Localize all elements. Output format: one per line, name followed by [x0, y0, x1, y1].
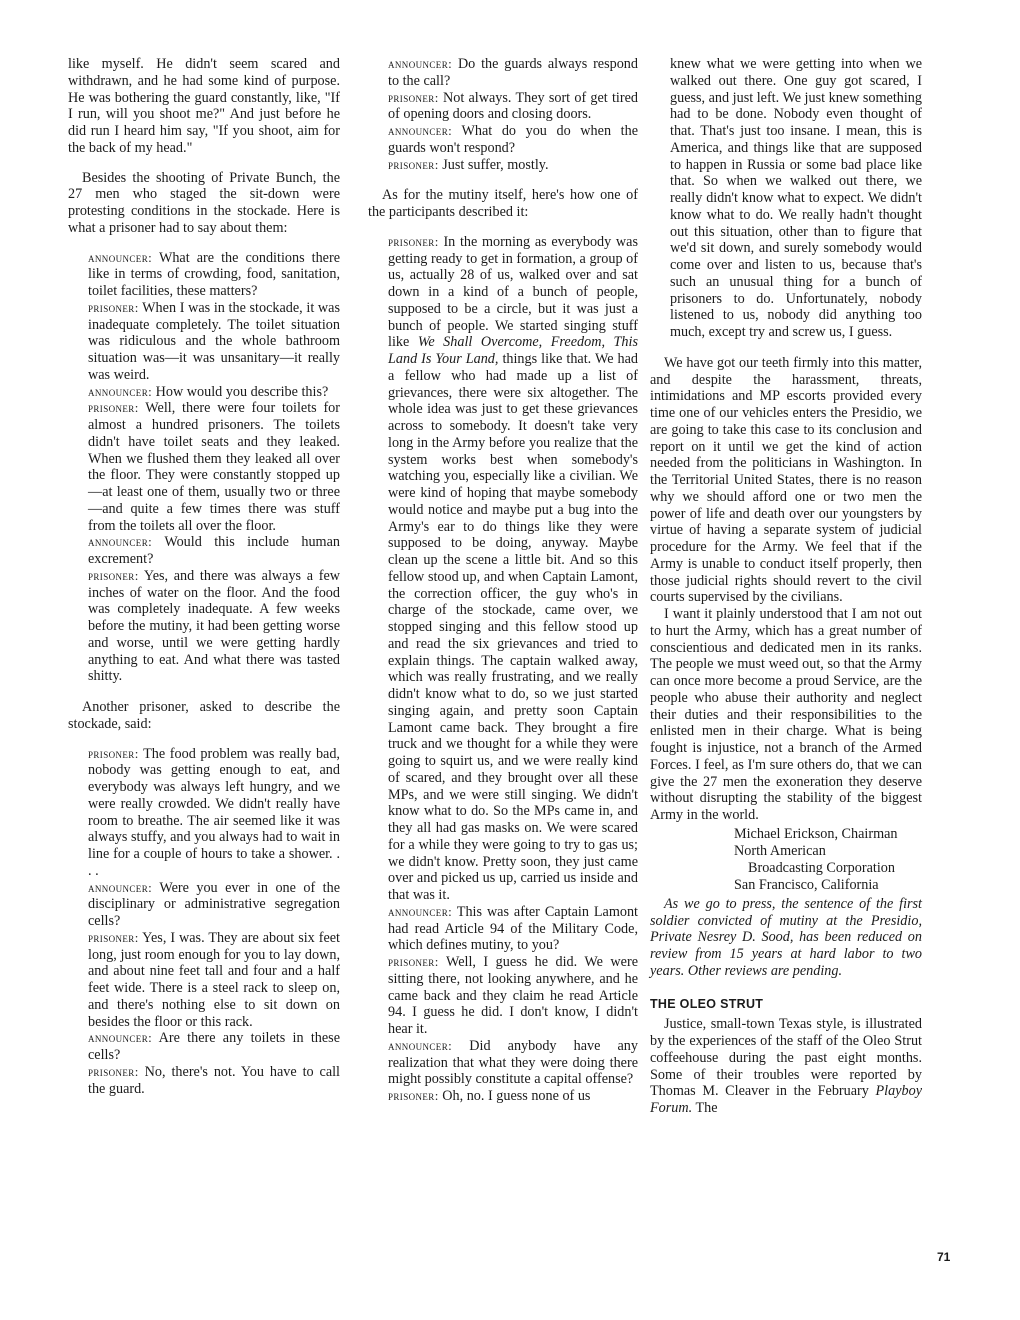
dialogue-text: This was after Captain Lamont had read Article 94 of the Military Code, which defines mutiny, to you? [388, 903, 639, 954]
dialogue-line [388, 1088, 638, 1105]
signature-org: North American [734, 842, 826, 859]
speaker-label: prisoner: [388, 156, 439, 172]
song-titles: We Shall Overcome, Freedom, This Land Is Your Land, [388, 334, 638, 367]
editor-note: As we go to press, the sentence of the first soldier convicted of mutiny at the Presidio, Private Nesrey D. Sood, has been reduced on review from 15 years at hard labor to two years. Other reviews are pending. [650, 895, 922, 979]
paragraph: Besides the shooting of Private Bunch, the 27 men who staged the sit-down were protesting conditions in the stockade. Here is what a prisoner had to say about them: [68, 169, 340, 236]
speaker-label: announcer: [388, 123, 453, 138]
dialogue-text: Oh, no. I guess none of us [442, 1088, 591, 1104]
dialogue-text: Would this include human excrement? [88, 534, 340, 567]
speaker-label: prisoner: [88, 1063, 139, 1079]
publication-title: Playboy Forum. [650, 1083, 922, 1116]
dialogue-line [88, 250, 340, 300]
dialogue-text: Well, there were four toilets for almost a hundred prisoners. The toilets didn't have toilet seats and they leaked. When we flushed them they leaked all over the floor. They were constantly stopped up—at least one of them, usually two or three—and quite a few times there was stuff from the toilets all over the floor. [88, 400, 340, 534]
speaker-label: announcer: [388, 903, 453, 919]
dialogue-text: Not always. They sort of get tired of opening doors and closing doors. [388, 89, 638, 123]
paragraph: As for the mutiny itself, here's how one of the participants described it: [368, 187, 638, 220]
speaker-label: announcer: [388, 56, 453, 71]
dialogue-line [88, 400, 340, 534]
speaker-label: announcer: [88, 1030, 153, 1046]
paragraph: like myself. He didn't seem scared and withdrawn, and he had some kind of purpose. He was bothering the guard constantly, like, "If I run, will you shoot me?" And just before he did run I heard him say, "If you shoot, aim for the back of my head." [68, 56, 340, 156]
interview-excerpt [670, 56, 922, 341]
dialogue-text: What are the conditions there like in terms of crowding, food, sanitation, toilet facilities, these matters? [88, 249, 341, 299]
speaker-label: prisoner: [88, 745, 139, 761]
speaker-label: prisoner: [88, 299, 139, 315]
letter-signature [650, 826, 922, 894]
dialogue-text: In the morning as everybody was getting ready to get in formation, a group of us, actually 28 of us, walked over and sat down in a kind of a bunch of people, supposed to be a circle, but it was just a bunch of people. We started singing stuff like [388, 233, 638, 351]
paragraph: I want it plainly understood that I am not out to hurt the Army, which has a great number of conscientious and dedicated men in its ranks. The people we must weed out, so that the Army can once more become a proud Service, are the people who abuse their authority and neglect their duties and their responsibilities to the enlisted men in their charge. What is being fought is injustice, not a branch of the Armed Forces. I feel, as I'm sure others do, that we can give the 27 men the exoneration they deserve without disrupting the stability of the biggest Army in the world. [650, 606, 922, 823]
dialogue-line [88, 1064, 340, 1098]
dialogue-text: Just suffer, mostly. [442, 156, 549, 173]
dialogue-text: When I was in the stockade, it was inadequate completely. The toilet situation was ridiculous and the whole bathroom situation was—it was unsanitary—it really was weird. [88, 299, 340, 383]
dialogue-line [88, 1030, 340, 1064]
speaker-label: announcer: [388, 1037, 453, 1053]
dialogue-line [388, 234, 638, 904]
dialogue-line [388, 56, 638, 90]
interview-excerpt [388, 56, 638, 173]
dialogue-line [388, 954, 638, 1038]
section-heading: THE OLEO STRUT [650, 996, 764, 1011]
speaker-label: announcer: [88, 534, 153, 550]
dialogue-text: No, there's not. You have to call the guard. [88, 1063, 341, 1097]
dialogue-text: Do the guards always respond to the call? [388, 56, 638, 89]
interview-excerpt [388, 234, 638, 1105]
signature-name: Michael Erickson, Chairman [734, 825, 898, 842]
signature-location: San Francisco, California [734, 876, 879, 893]
signature-org: Broadcasting Corporation [748, 859, 895, 876]
dialogue-line [88, 534, 340, 568]
speaker-label: prisoner: [388, 233, 439, 249]
paragraph [650, 1016, 922, 1117]
dialogue-line [388, 157, 638, 174]
paragraph: We have got our teeth firmly into this matter, and despite the harassment, threats, intimidations and MP escorts provided every time one of our vehicles enters the Presidio, we are going to take this case to its conclusion and report on it until we get the kind of action needed from the politicians in Washington. In the Territorial United States, there is no reason why we should afford one or two men the power of life and death over our youngsters by virtue of having a separate system of judicial procedure for the Army. We feel that if the Army is unable to conduct itself properly, then those judicial rights should revert to the civil courts supervised by the civilians. [650, 354, 922, 606]
speaker-label: prisoner: [88, 400, 139, 416]
dialogue-text: Yes, I was. They are about six feet long, just room enough for you to lay down, and about nine feet tall and four and a half feet wide. There is a steel rack to sleep on, and there's nothing else to sit down on besides the floor or this rack. [88, 929, 340, 1030]
dialogue-text: How would you describe this? [155, 383, 329, 400]
speaker-label: prisoner: [388, 89, 439, 105]
column-3 [650, 56, 922, 1130]
dialogue-line [388, 904, 638, 954]
speaker-label: prisoner: [88, 567, 139, 583]
paragraph: Another prisoner, asked to describe the stockade, said: [68, 699, 340, 732]
column-1 [68, 56, 340, 1111]
dialogue-line: knew what we were getting into when we walked out there. One guy got scared, I guess, and just left. We just knew something had to be done. Nobody even thought of that. That's just too insane. I mean, this is America, and things like that are supposed to happen in Russia or some bad place like that. So when we walked out there, we really didn't know what to expect. We didn't know what to do. We really hadn't thought out this situation, other than to figure that we'd sit down, and surely somebody would come over and listen to us, because that's such an unusual thing for a bunch of prisoners to do. Unfortunately, nobody listened to us, nobody did anything too much, except try and screw us, I guess. [670, 56, 922, 340]
speaker-label: announcer: [88, 383, 153, 399]
speaker-label: prisoner: [388, 1088, 439, 1103]
dialogue-line [88, 384, 340, 401]
paragraph-text: The [695, 1100, 718, 1116]
dialogue-text: things like that. We had a fellow who had made up a list of grievances, there were six altogether. The whole idea was just to get these grievances across to somebody. It doesn't take very long in the Army before you realize that the system works best when somebody's watching you, especially like a civilian. We were kind of hoping that maybe somebody would notice and maybe put a bug into the Army's ear to do things like they were supposed to be doing, anyway. Maybe clean up the scene a little bit. And so this fellow stood up, and when Captain Lamont, the correction officer, the guy who's in charge of the stockade, came over, we stopped singing and this fellow stood up and read the six grievances and tried to explain things. The captain walked away, which was really frustrating, and we really didn't know what to do, so we just started singing again, and pretty soon Captain Lamont came back. They brought a fire truck and we thought for a while they were going to squirt us, and we were really kind of scared, and they brought over all these MPs, and we were still singing. We didn't know what to do. So the MPs came in, and they all had gas masks on. We were scared for a while they were going to try to gas us; we didn't know. Pretty soon, they just came over and picked us up, carried us inside and that was it. [388, 351, 638, 903]
dialogue-text: Yes, and there was always a few inches of water on the floor. And the food was completely inadequate. A few weeks before the mutiny, it had been getting worse and worse, until we were getting hardly anything to eat. And what there was tasted shitty. [88, 567, 340, 685]
dialogue-text: Well, I guess he did. We were sitting there, not looking anywhere, and he came back and they claim he read Article 94. I guess he did. I don't know, I didn't hear it. [388, 954, 638, 1037]
dialogue-line [88, 568, 340, 685]
dialogue-text: The food problem was really bad, nobody was getting enough to eat, and everybody was always left hungry, and we were really crowded. We didn't really have room to breathe. The air seemed like it was always stuffy, and you always had to wait in line for a couple of hours to take a shower. . . . [88, 745, 340, 879]
speaker-label: announcer: [88, 249, 153, 265]
dialogue-line [88, 880, 340, 930]
speaker-label: announcer: [88, 879, 153, 895]
speaker-label: prisoner: [388, 954, 439, 969]
dialogue-line [88, 300, 340, 384]
dialogue-line [88, 746, 340, 880]
dialogue-text: What do you do when the guards won't respond? [388, 123, 638, 156]
dialogue-line [388, 123, 638, 157]
dialogue-line [388, 1038, 638, 1088]
interview-excerpt [88, 250, 340, 686]
dialogue-text: Are there any toilets in these cells? [88, 1030, 340, 1063]
speaker-label: prisoner: [88, 929, 139, 945]
dialogue-line [88, 930, 340, 1031]
dialogue-text: Did anybody have any realization that what they were doing there might possibly constitute a capital offense? [388, 1037, 638, 1088]
dialogue-line [388, 90, 638, 124]
paragraph-text: Justice, small-town Texas style, is illustrated by the experiences of the staff of the Oleo Strut coffeehouse during the past eight months. Some of their troubles were reported by Thomas M. Cleaver in the February [650, 1016, 922, 1100]
column-2 [368, 56, 638, 1119]
page-number: 71 [937, 1250, 951, 1264]
interview-excerpt [88, 746, 340, 1098]
dialogue-text: Were you ever in one of the disciplinary or administrative segregation cells? [88, 879, 340, 929]
